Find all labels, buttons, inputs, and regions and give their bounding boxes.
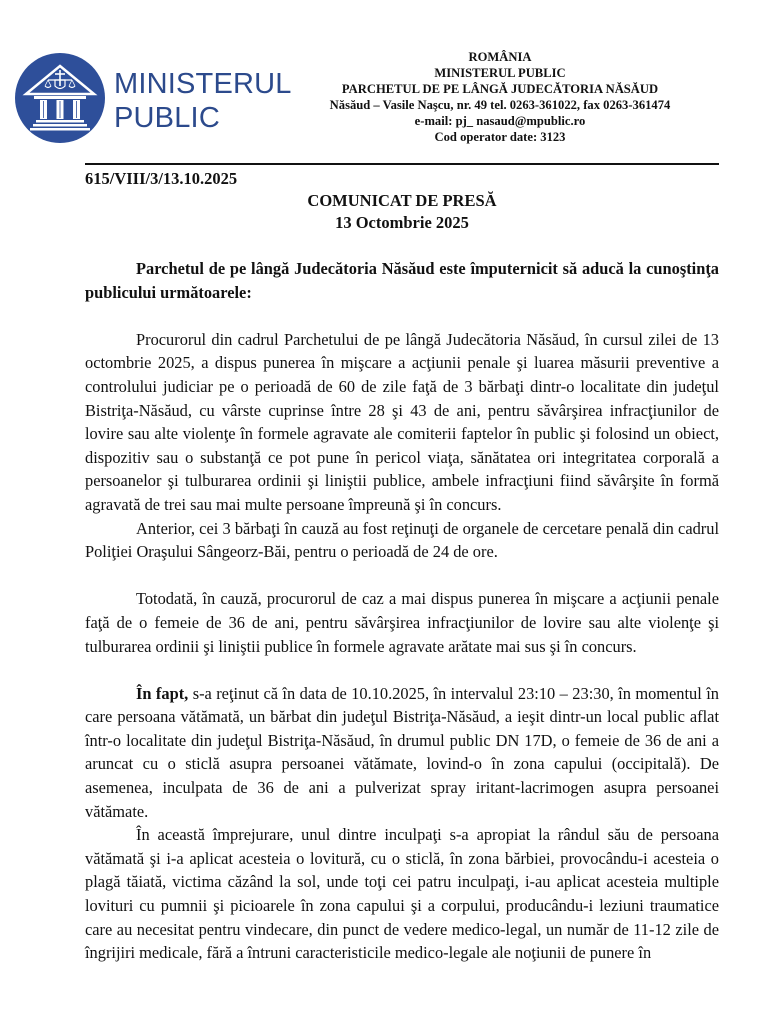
press-release-heading [85,190,719,234]
ministerul-public-logo [14,52,106,144]
header-ministry: MINISTERUL PUBLIC [434,66,566,80]
courthouse-scales-emblem-icon [14,52,106,144]
paragraph-woman-charges: Totodată, în cauză, procurorul de caz a mai dispus punerea în mişcare a acţiunii penale faţă de o femeie de 36 de ani, pentru săvârşirea infracţiunilor de lovire sau alte violenţe şi tulburarea ordinii şi liniştii publice în formele agravate arătate mai sus şi în concurs. [85,589,719,656]
spacer [85,658,719,682]
header-operator-code: Cod operator date: 3123 [434,130,566,144]
intro-paragraph: Parchetul de pe lângă Judecătoria Năsăud este împuternicit să aducă la cunoştinţa publicului următoarele: [85,259,719,302]
paragraph-detention: Anterior, cei 3 bărbaţi în cauză au fost reţinuţi de organele de cercetare penală din cadrul Poliţiei Oraşului Sângeorz-Băi, pentru o perioadă de 24 de ore. [85,518,719,562]
facts-text: s-a reţinut că în data de 10.10.2025, în intervalul 23:10 – 23:30, în momentul în care persoana vătămată, un bărbat din judeţul Bistriţa-Năsăud, a ieşit dintr-un local public aflat într-o localitate din judeţul Bistriţa-Năsăud, în drumul public DN 17D, o femeie de 36 de ani a aruncat cu o sticlă asupra persoanei vătămate, lovind-o în zona capului (occipitală). De asemenea, inculpata de 36 de ani a pulverizat spray iritant-lacrimogen asupra persoanei vătămate. [85,683,719,821]
paragraph-assault-details: În această împrejurare, unul dintre inculpaţi s-a apropiat la rândul său de persoana vătămată şi i-a aplicat acesteia o lovitură, cu o sticlă, în zona bărbiei, provocându-i acesteia o plagă tăiată, victima căzând la sol, unde toţi cei patru inculpaţi, i-au aplicat acesteia multiple lovituri cu pumnii şi picioarele în zona capului şi a corpului, producându-i leziuni traumatice care au necesitat pentru vindecare, din punct de vedere medico-legal, un număr de 11-12 zile de îngrijiri medicale, fără a întruni caracteristicile medico-legale ale noţiunii de punere în [85,825,719,963]
header-office: PARCHETUL DE PE LÂNGĂ JUDECĂTORIA NĂSĂUD [341,82,659,96]
paragraph-measures: Procurorul din cadrul Parchetului de pe lângă Judecătoria Năsăud, în cursul zilei de 13 octombrie 2025, a dispus punerea în mişcare a acţiunii penale şi luarea măsurii preventive a controlului judiciar pe o perioadă de 60 de zile faţă de 3 bărbaţi dintr-o localitate din judeţul Bistriţa-Năsăud, cu vârste cuprinse între 28 şi 43 de ani, pentru săvârşirea infracţiunilor de lovire sau alte violenţe în formele agravate ale comiterii faptelor în public şi folosind un obiect, dispozitiv sau o substanţă ce pot pune în pericol viaţa, sănătatea ori integritatea corporală a persoanelor şi tulburarea ordinii şi liniştii publice, ambele infracţiuni fiind săvârşite în formă agravată de trei sau mai multe persoane împreună şi în concurs. [85,329,719,514]
document-title: COMUNICAT DE PRESĂ [307,191,497,210]
logo-wordmark [114,67,292,135]
spacer [85,304,719,328]
header-separator [85,163,719,165]
header-address: Năsăud – Vasile Naşcu, nr. 49 tel. 0263-361022, fax 0263-361474 [329,98,671,112]
facts-lead: În fapt, [136,683,189,703]
header-country: ROMÂNIA [468,50,532,64]
spacer [85,564,719,588]
paragraph-facts [85,682,719,824]
letterhead-info [290,49,710,145]
document-body [85,257,719,965]
document-date: 13 Octombrie 2025 [335,213,469,232]
document-reference: 615/VIII/3/13.10.2025 [85,169,238,188]
logo-line-ministerul: MINISTERUL [114,68,292,100]
header-email: e-mail: pj_ nasaud@mpublic.ro [414,114,586,128]
logo-line-public: PUBLIC [114,102,220,134]
